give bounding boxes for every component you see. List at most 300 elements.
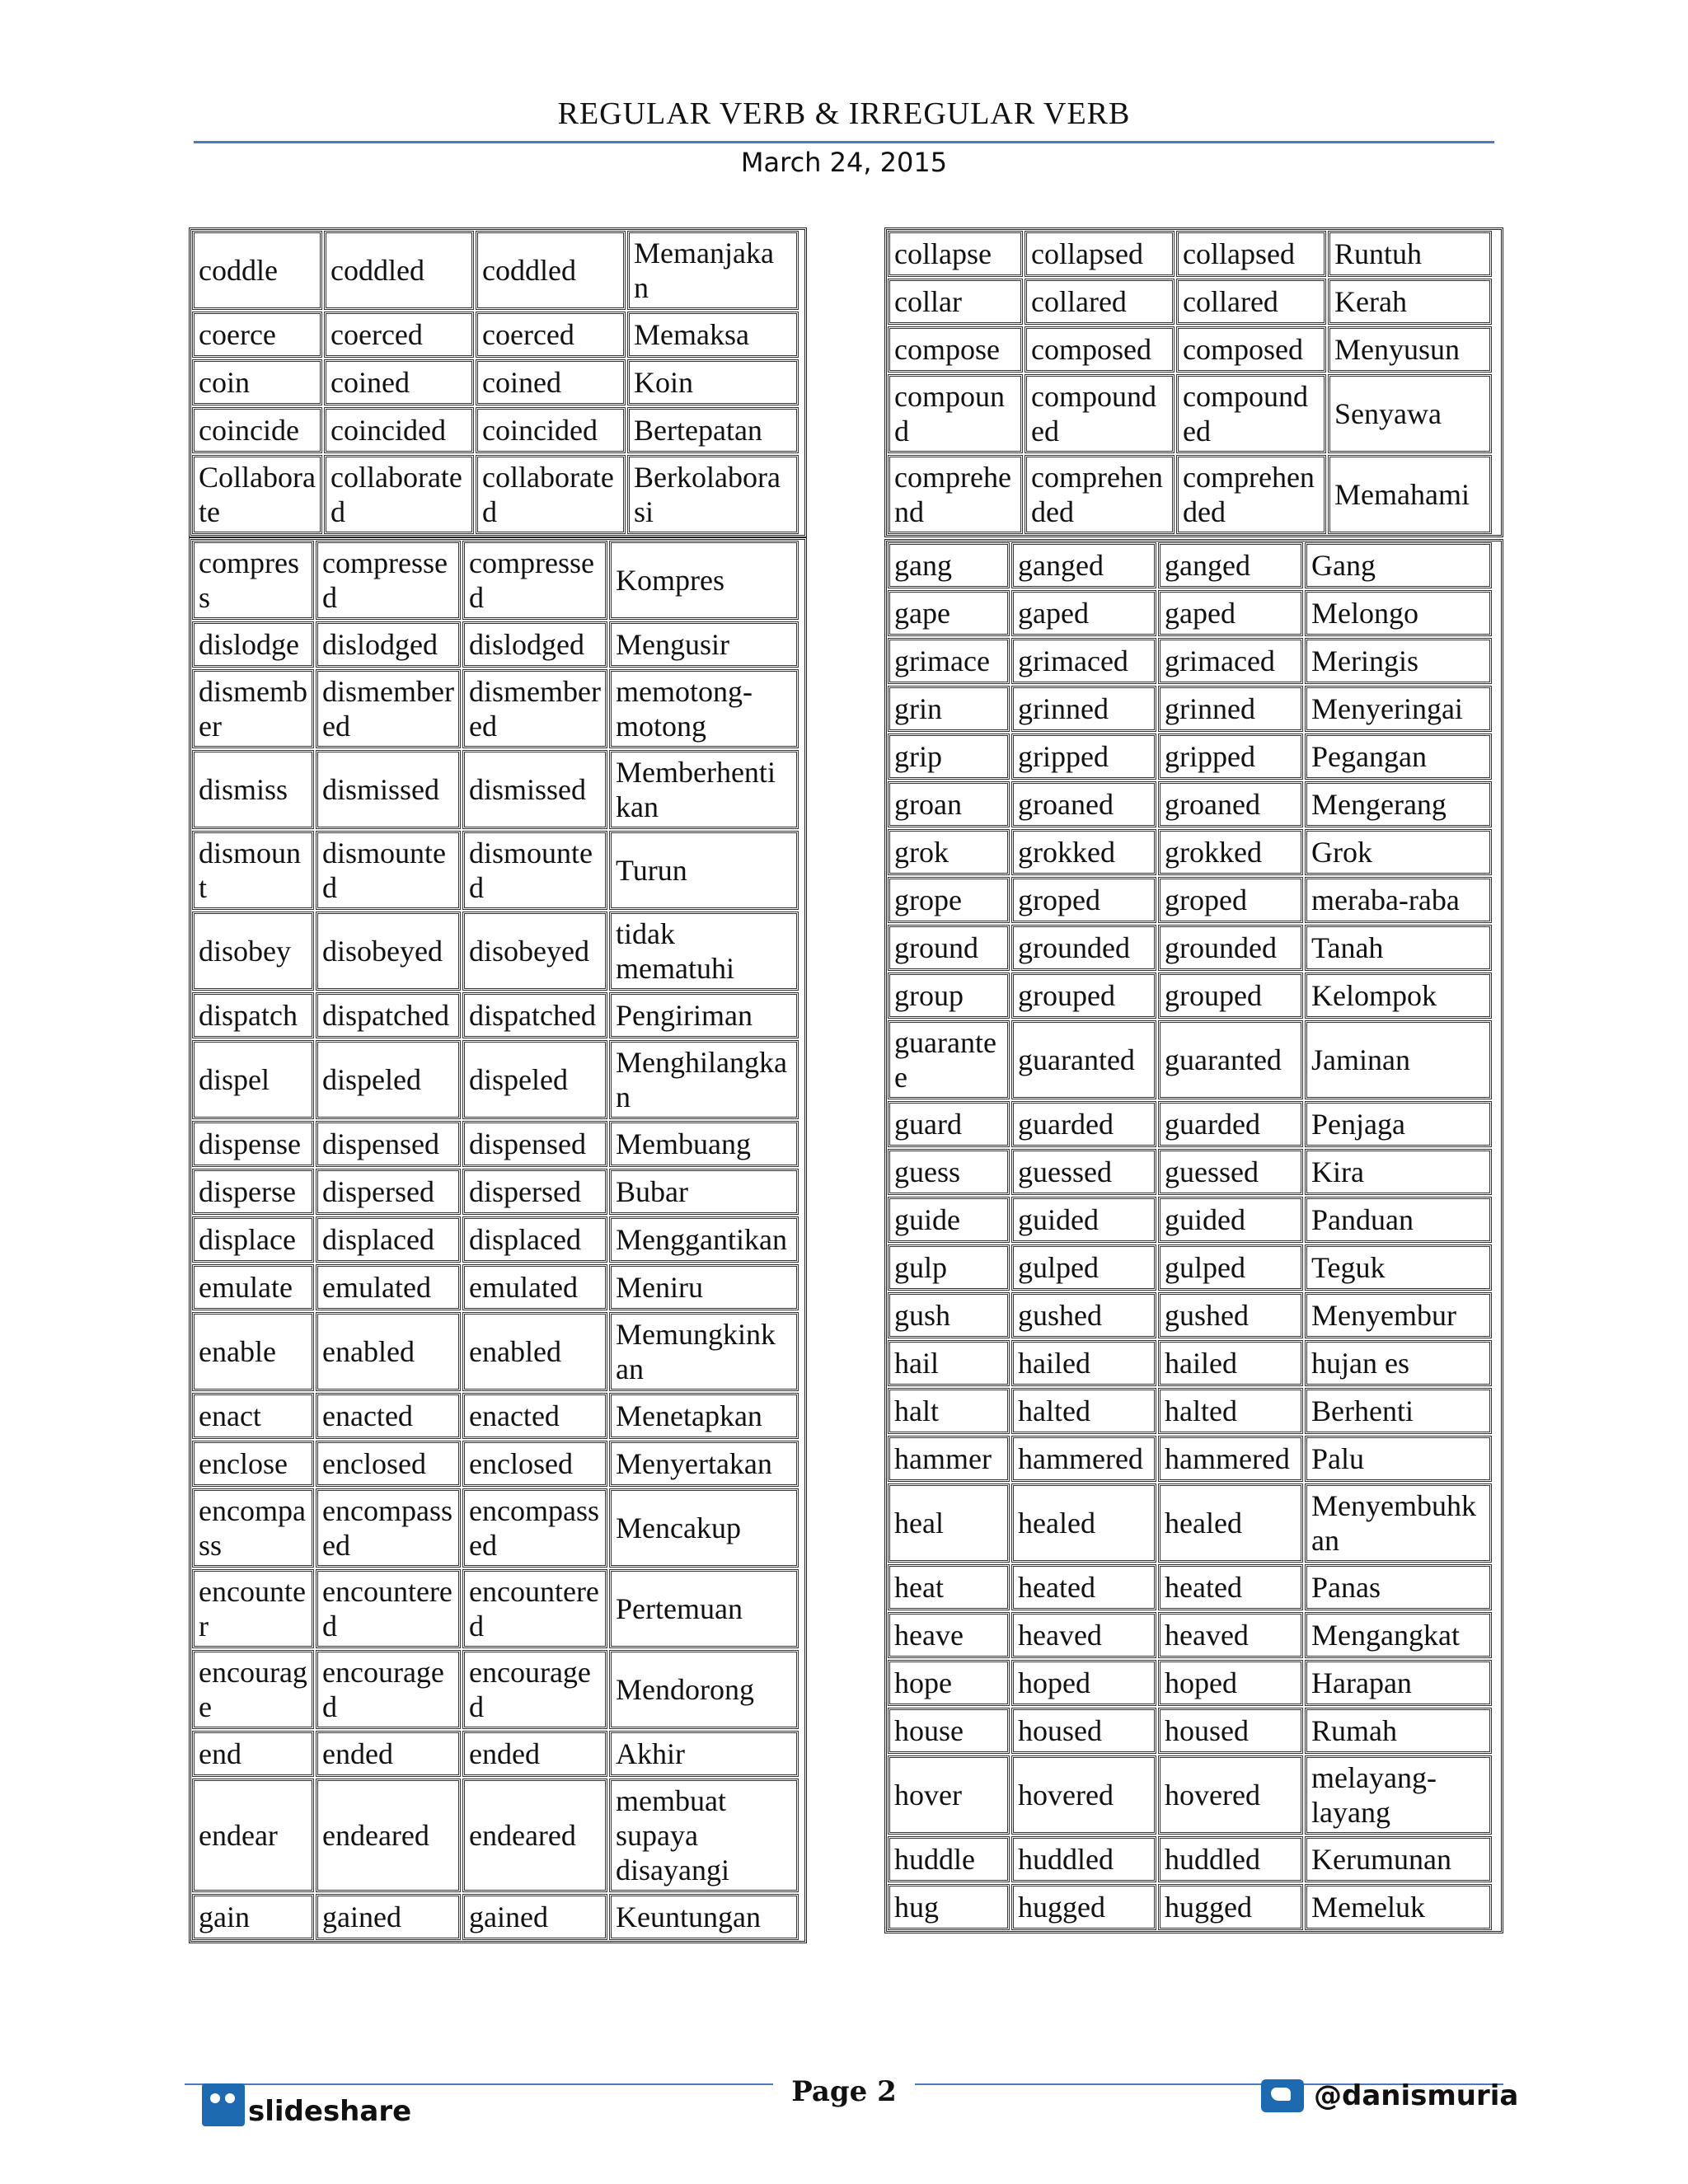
base-form-cell: disobey	[192, 912, 314, 991]
past-participle-cell: collaborate d	[476, 455, 626, 534]
meaning-cell: Kerumunan	[1305, 1836, 1492, 1882]
past-form-cell: disobeyed	[316, 912, 461, 991]
meaning-cell: Senyawa	[1328, 374, 1492, 453]
past-participle-cell: hailed	[1158, 1340, 1303, 1386]
past-form-cell: gaped	[1011, 590, 1156, 636]
past-participle-cell: endeared	[462, 1779, 607, 1892]
past-form-cell: hugged	[1011, 1884, 1156, 1930]
past-form-cell: guaranted	[1011, 1020, 1156, 1099]
past-participle-cell: hugged	[1158, 1884, 1303, 1930]
base-form-cell: hail	[888, 1340, 1010, 1386]
meaning-cell: Memberhenti kan	[609, 750, 799, 829]
meaning-cell: Penjaga	[1305, 1101, 1492, 1147]
past-participle-cell: dispeled	[462, 1040, 607, 1119]
base-form-cell: guard	[888, 1101, 1010, 1147]
base-form-cell: dispatch	[192, 992, 314, 1038]
table-row	[887, 454, 1501, 535]
base-form-cell: hammer	[888, 1436, 1010, 1482]
table-row	[887, 1659, 1501, 1707]
table-row	[191, 830, 804, 911]
table-row	[191, 749, 804, 830]
table-row	[887, 1339, 1501, 1387]
table-row	[191, 454, 804, 535]
base-form-cell: guess	[888, 1149, 1010, 1195]
past-form-cell: guarded	[1011, 1101, 1156, 1147]
past-participle-cell: dispersed	[462, 1169, 607, 1215]
past-participle-cell: ended	[462, 1731, 607, 1777]
past-form-cell: coincided	[324, 407, 474, 453]
past-participle-cell: grokked	[1158, 829, 1303, 875]
table-row	[191, 1120, 804, 1168]
past-participle-cell: hovered	[1158, 1755, 1303, 1835]
base-form-cell: gulp	[888, 1244, 1010, 1291]
table-row	[887, 876, 1501, 924]
base-form-cell: dismoun t	[192, 831, 314, 910]
table-row	[191, 621, 804, 668]
base-form-cell: collapse	[888, 231, 1023, 277]
past-form-cell: dismissed	[316, 750, 461, 829]
past-form-cell: groaned	[1011, 781, 1156, 827]
past-participle-cell: compound ed	[1176, 374, 1326, 453]
base-form-cell: coincide	[192, 407, 322, 453]
meaning-cell: Melongo	[1305, 590, 1492, 636]
past-form-cell: hoped	[1011, 1660, 1156, 1706]
table-row	[191, 668, 804, 749]
base-form-cell: end	[192, 1731, 314, 1777]
base-form-cell: disperse	[192, 1169, 314, 1215]
past-form-cell: guided	[1011, 1197, 1156, 1243]
past-participle-cell: coincided	[476, 407, 626, 453]
meaning-cell: Menyertakan	[609, 1441, 799, 1487]
base-form-cell: gang	[888, 542, 1010, 588]
past-participle-cell: dismissed	[462, 750, 607, 829]
base-form-cell: gush	[888, 1292, 1010, 1338]
base-form-cell: halt	[888, 1388, 1010, 1434]
past-form-cell: guessed	[1011, 1149, 1156, 1195]
past-form-cell: grouped	[1011, 972, 1156, 1019]
meaning-cell: Menggantikan	[609, 1216, 799, 1263]
past-form-cell: ganged	[1011, 542, 1156, 588]
table-row	[887, 1196, 1501, 1244]
base-form-cell: dismemb er	[192, 669, 314, 748]
past-form-cell: enacted	[316, 1393, 461, 1439]
base-form-cell: dismiss	[192, 750, 314, 829]
table-row	[191, 1649, 804, 1730]
table-row	[887, 1563, 1501, 1611]
meaning-cell: Pegangan	[1305, 733, 1492, 780]
past-participle-cell: grounded	[1158, 925, 1303, 971]
base-form-cell: hover	[888, 1755, 1010, 1835]
past-participle-cell: dispatched	[462, 992, 607, 1038]
table-row	[191, 1168, 804, 1216]
meaning-cell: Pertemuan	[609, 1569, 799, 1648]
past-form-cell: dispeled	[316, 1040, 461, 1119]
table-row	[887, 373, 1501, 454]
table-row	[887, 1883, 1501, 1931]
verb-table-1	[189, 227, 807, 537]
twitter-handle-label: @danismuria	[1314, 2079, 1519, 2112]
base-form-cell: compres s	[192, 541, 314, 620]
meaning-cell: Tanah	[1305, 925, 1492, 971]
table-row	[887, 1100, 1501, 1148]
base-form-cell: guarante e	[888, 1020, 1010, 1099]
meaning-cell: Palu	[1305, 1436, 1492, 1482]
base-form-cell: dispense	[192, 1121, 314, 1167]
past-participle-cell: grimaced	[1158, 638, 1303, 684]
base-form-cell: compoun d	[888, 374, 1023, 453]
past-participle-cell: hoped	[1158, 1660, 1303, 1706]
meaning-cell: Panduan	[1305, 1197, 1492, 1243]
meaning-cell: Memungkink an	[609, 1312, 799, 1391]
meaning-cell: Menyembuhk an	[1305, 1483, 1492, 1563]
past-form-cell: collaborate d	[324, 455, 474, 534]
past-form-cell: compresse d	[316, 541, 461, 620]
base-form-cell: compose	[888, 326, 1023, 373]
past-participle-cell: emulated	[462, 1264, 607, 1310]
meaning-cell: Memanjaka n	[627, 231, 799, 310]
past-form-cell: groped	[1011, 877, 1156, 923]
past-form-cell: grimaced	[1011, 638, 1156, 684]
past-form-cell: dismounte d	[316, 831, 461, 910]
past-form-cell: hovered	[1011, 1755, 1156, 1835]
table-row	[887, 541, 1501, 589]
table-row	[887, 1291, 1501, 1339]
table-row	[887, 924, 1501, 972]
base-form-cell: enclose	[192, 1441, 314, 1487]
base-form-cell: hope	[888, 1660, 1010, 1706]
table-row	[191, 230, 804, 311]
past-form-cell: dispersed	[316, 1169, 461, 1215]
past-form-cell: coined	[324, 359, 474, 405]
base-form-cell: comprehe nd	[888, 455, 1023, 534]
past-form-cell: endeared	[316, 1779, 461, 1892]
table-row	[191, 406, 804, 454]
past-form-cell: encourage d	[316, 1650, 461, 1729]
page-number: Page 2	[791, 2075, 897, 2108]
table-row	[887, 828, 1501, 876]
table-row	[191, 1263, 804, 1311]
past-participle-cell: groped	[1158, 877, 1303, 923]
base-form-cell: gape	[888, 590, 1010, 636]
meaning-cell: Bubar	[609, 1169, 799, 1215]
past-participle-cell: dismember ed	[462, 669, 607, 748]
past-form-cell: hammered	[1011, 1436, 1156, 1482]
past-participle-cell: disobeyed	[462, 912, 607, 991]
table-row	[191, 1568, 804, 1649]
meaning-cell: Menetapkan	[609, 1393, 799, 1439]
meaning-cell: memotong- motong	[609, 669, 799, 748]
meaning-cell: Mengangkat	[1305, 1612, 1492, 1658]
past-participle-cell: guessed	[1158, 1149, 1303, 1195]
meaning-cell: Kompres	[609, 541, 799, 620]
past-participle-cell: collapsed	[1176, 231, 1326, 277]
verb-table-2	[189, 537, 807, 1943]
table-row	[191, 1778, 804, 1893]
past-form-cell: grokked	[1011, 829, 1156, 875]
meaning-cell: Berkolabora si	[627, 455, 799, 534]
past-form-cell: grounded	[1011, 925, 1156, 971]
base-form-cell: encounte r	[192, 1569, 314, 1648]
past-form-cell: huddled	[1011, 1836, 1156, 1882]
past-form-cell: grinned	[1011, 686, 1156, 732]
past-form-cell: gushed	[1011, 1292, 1156, 1338]
table-row	[191, 1893, 804, 1941]
past-participle-cell: grouped	[1158, 972, 1303, 1019]
base-form-cell: huddle	[888, 1836, 1010, 1882]
past-form-cell: heaved	[1011, 1612, 1156, 1658]
table-row	[887, 1835, 1501, 1883]
base-form-cell: heat	[888, 1564, 1010, 1610]
meaning-cell: Mengerang	[1305, 781, 1492, 827]
table-row	[191, 1392, 804, 1440]
base-form-cell: encourag e	[192, 1650, 314, 1729]
past-participle-cell: halted	[1158, 1388, 1303, 1434]
base-form-cell: gain	[192, 1894, 314, 1940]
past-participle-cell: dismounte d	[462, 831, 607, 910]
table-row	[191, 1440, 804, 1488]
past-form-cell: gained	[316, 1894, 461, 1940]
past-form-cell: composed	[1025, 326, 1175, 373]
meaning-cell: Panas	[1305, 1564, 1492, 1610]
table-row	[887, 1755, 1501, 1835]
base-form-cell: Collabora te	[192, 455, 322, 534]
meaning-cell: Kerah	[1328, 279, 1492, 325]
base-form-cell: coin	[192, 359, 322, 405]
verb-table-3	[884, 227, 1503, 537]
past-participle-cell: groaned	[1158, 781, 1303, 827]
base-form-cell: coerce	[192, 312, 322, 358]
table-row	[887, 589, 1501, 637]
past-form-cell: encompass ed	[316, 1488, 461, 1568]
past-participle-cell: grinned	[1158, 686, 1303, 732]
base-form-cell: guide	[888, 1197, 1010, 1243]
table-row	[191, 1311, 804, 1392]
table-row	[191, 991, 804, 1039]
past-participle-cell: enacted	[462, 1393, 607, 1439]
twitter-handle[interactable]	[1261, 2079, 1518, 2112]
past-participle-cell: housed	[1158, 1708, 1303, 1754]
past-form-cell: healed	[1011, 1483, 1156, 1563]
past-form-cell: collared	[1025, 279, 1175, 325]
table-row	[887, 637, 1501, 685]
base-form-cell: coddle	[192, 231, 322, 310]
meaning-cell: Kira	[1305, 1149, 1492, 1195]
meaning-cell: Grok	[1305, 829, 1492, 875]
meaning-cell: Runtuh	[1328, 231, 1492, 277]
past-participle-cell: composed	[1176, 326, 1326, 373]
past-form-cell: displaced	[316, 1216, 461, 1263]
table-row	[887, 1244, 1501, 1291]
past-form-cell: coddled	[324, 231, 474, 310]
table-row	[887, 1435, 1501, 1483]
past-participle-cell: coined	[476, 359, 626, 405]
meaning-cell: Mencakup	[609, 1488, 799, 1568]
meaning-cell: meraba-raba	[1305, 877, 1492, 923]
verb-table-4	[884, 539, 1503, 1933]
past-participle-cell: guaranted	[1158, 1020, 1303, 1099]
page-date: March 24, 2015	[740, 147, 948, 178]
past-form-cell: dispatched	[316, 992, 461, 1038]
past-form-cell: coerced	[324, 312, 474, 358]
past-participle-cell: guided	[1158, 1197, 1303, 1243]
table-row	[887, 278, 1501, 326]
table-row	[191, 1730, 804, 1778]
meaning-cell: Menyeringai	[1305, 686, 1492, 732]
past-participle-cell: guarded	[1158, 1101, 1303, 1147]
past-participle-cell: enclosed	[462, 1441, 607, 1487]
base-form-cell: house	[888, 1708, 1010, 1754]
table-row	[887, 1707, 1501, 1755]
table-row	[887, 780, 1501, 828]
meaning-cell: tidak mematuhi	[609, 912, 799, 991]
past-participle-cell: displaced	[462, 1216, 607, 1263]
meaning-cell: Koin	[627, 359, 799, 405]
table-row	[887, 733, 1501, 780]
header-rule	[194, 141, 1494, 143]
past-participle-cell: enabled	[462, 1312, 607, 1391]
meaning-cell: Membuang	[609, 1121, 799, 1167]
base-form-cell: emulate	[192, 1264, 314, 1310]
page-title: REGULAR VERB & IRREGULAR VERB	[557, 96, 1131, 131]
past-form-cell: collapsed	[1025, 231, 1175, 277]
meaning-cell: Berhenti	[1305, 1388, 1492, 1434]
base-form-cell: enact	[192, 1393, 314, 1439]
base-form-cell: enable	[192, 1312, 314, 1391]
past-form-cell: housed	[1011, 1708, 1156, 1754]
table-row	[191, 1216, 804, 1263]
past-participle-cell: huddled	[1158, 1836, 1303, 1882]
meaning-cell: Menyembur	[1305, 1292, 1492, 1338]
meaning-cell: Mengusir	[609, 621, 799, 668]
past-participle-cell: hammered	[1158, 1436, 1303, 1482]
past-participle-cell: heated	[1158, 1564, 1303, 1610]
meaning-cell: Teguk	[1305, 1244, 1492, 1291]
table-row	[191, 1039, 804, 1120]
table-row	[887, 1483, 1501, 1563]
past-form-cell: dispensed	[316, 1121, 461, 1167]
base-form-cell: endear	[192, 1779, 314, 1892]
past-form-cell: enabled	[316, 1312, 461, 1391]
meaning-cell: Memahami	[1328, 455, 1492, 534]
past-participle-cell: gulped	[1158, 1244, 1303, 1291]
past-form-cell: compound ed	[1025, 374, 1175, 453]
slideshare-label: slideshare	[248, 2095, 412, 2128]
meaning-cell: Gang	[1305, 542, 1492, 588]
meaning-cell: Meringis	[1305, 638, 1492, 684]
base-form-cell: grope	[888, 877, 1010, 923]
base-form-cell: grok	[888, 829, 1010, 875]
base-form-cell: hug	[888, 1884, 1010, 1930]
base-form-cell: encompa ss	[192, 1488, 314, 1568]
past-participle-cell: dislodged	[462, 621, 607, 668]
meaning-cell: Kelompok	[1305, 972, 1492, 1019]
slideshare-icon	[202, 2083, 245, 2126]
past-participle-cell: heaved	[1158, 1612, 1303, 1658]
base-form-cell: grimace	[888, 638, 1010, 684]
past-participle-cell: gripped	[1158, 733, 1303, 780]
past-participle-cell: encourage d	[462, 1650, 607, 1729]
meaning-cell: melayang- layang	[1305, 1755, 1492, 1835]
past-participle-cell: collared	[1176, 279, 1326, 325]
base-form-cell: heave	[888, 1612, 1010, 1658]
meaning-cell: Memaksa	[627, 312, 799, 358]
table-row	[887, 972, 1501, 1019]
twitter-icon	[1261, 2079, 1304, 2112]
base-form-cell: heal	[888, 1483, 1010, 1563]
table-row	[887, 685, 1501, 733]
past-form-cell: ended	[316, 1731, 461, 1777]
past-participle-cell: encompass ed	[462, 1488, 607, 1568]
table-row	[887, 1387, 1501, 1435]
past-form-cell: enclosed	[316, 1441, 461, 1487]
meaning-cell: Akhir	[609, 1731, 799, 1777]
past-form-cell: heated	[1011, 1564, 1156, 1610]
meaning-cell: Meniru	[609, 1264, 799, 1310]
past-form-cell: gripped	[1011, 733, 1156, 780]
meaning-cell: Keuntungan	[609, 1894, 799, 1940]
base-form-cell: dispel	[192, 1040, 314, 1119]
past-form-cell: gulped	[1011, 1244, 1156, 1291]
past-participle-cell: healed	[1158, 1483, 1303, 1563]
base-form-cell: grip	[888, 733, 1010, 780]
base-form-cell: groan	[888, 781, 1010, 827]
base-form-cell: dislodge	[192, 621, 314, 668]
base-form-cell: grin	[888, 686, 1010, 732]
table-row	[887, 326, 1501, 373]
past-participle-cell: gained	[462, 1894, 607, 1940]
past-form-cell: comprehen ded	[1025, 455, 1175, 534]
past-participle-cell: compresse d	[462, 541, 607, 620]
past-participle-cell: ganged	[1158, 542, 1303, 588]
meaning-cell: Memeluk	[1305, 1884, 1492, 1930]
slideshare-brand[interactable]	[202, 2083, 411, 2126]
meaning-cell: Menyusun	[1328, 326, 1492, 373]
table-row	[887, 230, 1501, 278]
base-form-cell: ground	[888, 925, 1010, 971]
table-row	[191, 359, 804, 406]
base-form-cell: displace	[192, 1216, 314, 1263]
meaning-cell: Jaminan	[1305, 1020, 1492, 1099]
meaning-cell: Bertepatan	[627, 407, 799, 453]
past-form-cell: dismember ed	[316, 669, 461, 748]
table-row	[191, 911, 804, 991]
past-form-cell: halted	[1011, 1388, 1156, 1434]
table-row	[887, 1148, 1501, 1196]
meaning-cell: Harapan	[1305, 1660, 1492, 1706]
past-participle-cell: encountere d	[462, 1569, 607, 1648]
meaning-cell: Menghilangka n	[609, 1040, 799, 1119]
past-form-cell: emulated	[316, 1264, 461, 1310]
past-participle-cell: gushed	[1158, 1292, 1303, 1338]
table-row	[191, 540, 804, 621]
meaning-cell: Mendorong	[609, 1650, 799, 1729]
meaning-cell: Rumah	[1305, 1708, 1492, 1754]
past-participle-cell: dispensed	[462, 1121, 607, 1167]
past-participle-cell: coddled	[476, 231, 626, 310]
table-row	[887, 1611, 1501, 1659]
table-row	[191, 1488, 804, 1568]
past-form-cell: dislodged	[316, 621, 461, 668]
table-row	[887, 1019, 1501, 1100]
meaning-cell: hujan es	[1305, 1340, 1492, 1386]
base-form-cell: collar	[888, 279, 1023, 325]
meaning-cell: Pengiriman	[609, 992, 799, 1038]
past-participle-cell: coerced	[476, 312, 626, 358]
meaning-cell: Turun	[609, 831, 799, 910]
past-participle-cell: gaped	[1158, 590, 1303, 636]
base-form-cell: group	[888, 972, 1010, 1019]
meaning-cell: membuat supaya disayangi	[609, 1779, 799, 1892]
